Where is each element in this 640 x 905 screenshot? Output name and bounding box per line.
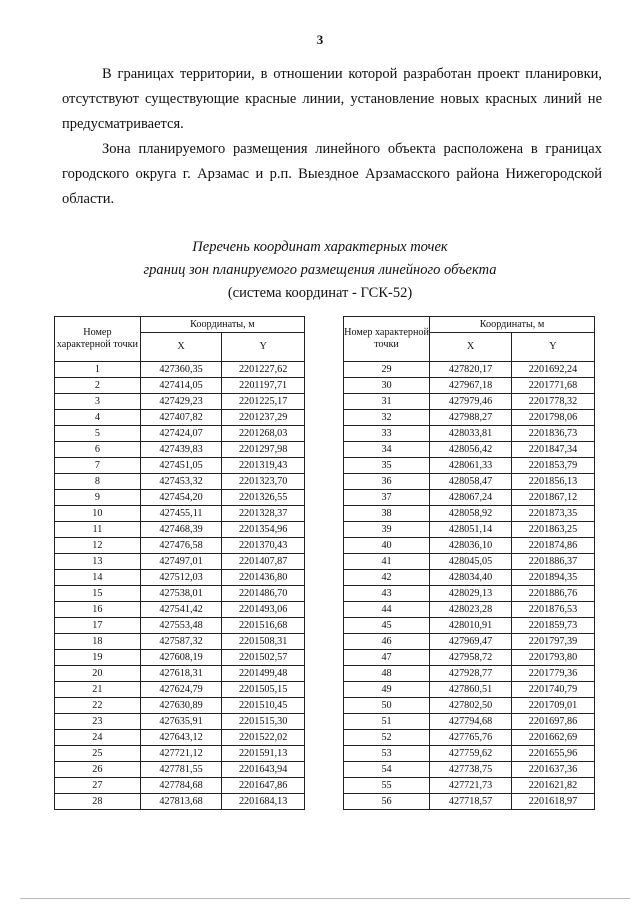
header-y: Y	[222, 333, 305, 362]
x-coordinate-cell: 427455,11	[140, 506, 222, 522]
y-coordinate-cell: 2201859,73	[511, 618, 594, 634]
x-coordinate-cell: 428023,28	[430, 602, 512, 618]
point-number-cell: 31	[344, 394, 430, 410]
point-number-cell: 50	[344, 698, 430, 714]
y-coordinate-cell: 2201493,06	[222, 602, 305, 618]
point-number-cell: 39	[344, 522, 430, 538]
x-coordinate-cell: 428045,05	[430, 554, 512, 570]
x-coordinate-cell: 428034,40	[430, 570, 512, 586]
point-number-cell: 13	[55, 554, 141, 570]
table-row	[344, 442, 595, 458]
y-coordinate-cell: 2201643,94	[222, 762, 305, 778]
table-row	[344, 522, 595, 538]
point-number-cell: 34	[344, 442, 430, 458]
x-coordinate-cell: 427781,55	[140, 762, 222, 778]
table-row	[55, 378, 305, 394]
point-number-cell: 8	[55, 474, 141, 490]
table-row	[344, 682, 595, 698]
x-coordinate-cell: 427587,32	[140, 634, 222, 650]
y-coordinate-cell: 2201516,68	[222, 618, 305, 634]
table-row	[55, 490, 305, 506]
table-row	[55, 554, 305, 570]
y-coordinate-cell: 2201499,48	[222, 666, 305, 682]
table-row	[344, 554, 595, 570]
table-row	[344, 490, 595, 506]
x-coordinate-cell: 427820,17	[430, 362, 512, 378]
point-number-cell: 5	[55, 426, 141, 442]
x-coordinate-cell: 428067,24	[430, 490, 512, 506]
x-coordinate-cell: 428058,92	[430, 506, 512, 522]
y-coordinate-cell: 2201486,70	[222, 586, 305, 602]
paragraph-red-lines: В границах территории, в отношении которой разработан проект планировки, отсутствуют существующие красные линии, установление новых красных линий не предусматривается.	[62, 66, 602, 132]
point-number-cell: 20	[55, 666, 141, 682]
x-coordinate-cell: 427988,27	[430, 410, 512, 426]
point-number-cell: 53	[344, 746, 430, 762]
table-row	[55, 730, 305, 746]
table-row	[344, 586, 595, 602]
caption-line-2: границ зон планируемого размещения линейного объекта	[143, 262, 497, 278]
table-row	[344, 666, 595, 682]
table-row	[55, 474, 305, 490]
x-coordinate-cell: 427630,89	[140, 698, 222, 714]
y-coordinate-cell: 2201319,43	[222, 458, 305, 474]
x-coordinate-cell: 427958,72	[430, 650, 512, 666]
header-coordinates: Координаты, м	[430, 317, 595, 333]
x-coordinate-cell: 427360,35	[140, 362, 222, 378]
y-coordinate-cell: 2201771,68	[511, 378, 594, 394]
point-number-cell: 42	[344, 570, 430, 586]
table-row	[344, 714, 595, 730]
y-coordinate-cell: 2201225,17	[222, 394, 305, 410]
y-coordinate-cell: 2201647,86	[222, 778, 305, 794]
y-coordinate-cell: 2201863,25	[511, 522, 594, 538]
x-coordinate-cell: 427414,05	[140, 378, 222, 394]
table-row	[55, 426, 305, 442]
table-row	[55, 570, 305, 586]
point-number-cell: 15	[55, 586, 141, 602]
x-coordinate-cell: 427608,19	[140, 650, 222, 666]
x-coordinate-cell: 428010,91	[430, 618, 512, 634]
header-point-number: Номер характерной точки	[55, 317, 141, 362]
x-coordinate-cell: 427813,68	[140, 794, 222, 810]
y-coordinate-cell: 2201867,12	[511, 490, 594, 506]
table-row	[344, 618, 595, 634]
y-coordinate-cell: 2201328,37	[222, 506, 305, 522]
table-row	[55, 394, 305, 410]
point-number-cell: 27	[55, 778, 141, 794]
table-row	[55, 538, 305, 554]
table-row	[344, 474, 595, 490]
table-row	[344, 506, 595, 522]
y-coordinate-cell: 2201797,39	[511, 634, 594, 650]
x-coordinate-cell: 427721,12	[140, 746, 222, 762]
y-coordinate-cell: 2201268,03	[222, 426, 305, 442]
y-coordinate-cell: 2201793,80	[511, 650, 594, 666]
table-row	[55, 618, 305, 634]
point-number-cell: 45	[344, 618, 430, 634]
x-coordinate-cell: 427618,31	[140, 666, 222, 682]
y-coordinate-cell: 2201297,98	[222, 442, 305, 458]
point-number-cell: 6	[55, 442, 141, 458]
y-coordinate-cell: 2201692,24	[511, 362, 594, 378]
point-number-cell: 12	[55, 538, 141, 554]
x-coordinate-cell: 427497,01	[140, 554, 222, 570]
y-coordinate-cell: 2201510,45	[222, 698, 305, 714]
table-row	[55, 586, 305, 602]
x-coordinate-cell: 428033,81	[430, 426, 512, 442]
point-number-cell: 19	[55, 650, 141, 666]
point-number-cell: 49	[344, 682, 430, 698]
y-coordinate-cell: 2201197,71	[222, 378, 305, 394]
table-row	[55, 682, 305, 698]
table-row	[344, 458, 595, 474]
table-row	[344, 394, 595, 410]
point-number-cell: 3	[55, 394, 141, 410]
x-coordinate-cell: 427407,82	[140, 410, 222, 426]
point-number-cell: 21	[55, 682, 141, 698]
header-x: X	[430, 333, 512, 362]
x-coordinate-cell: 427721,73	[430, 778, 512, 794]
table-row	[55, 634, 305, 650]
table-row	[344, 794, 595, 810]
point-number-cell: 40	[344, 538, 430, 554]
point-number-cell: 10	[55, 506, 141, 522]
point-number-cell: 25	[55, 746, 141, 762]
x-coordinate-cell: 427541,42	[140, 602, 222, 618]
y-coordinate-cell: 2201874,86	[511, 538, 594, 554]
table-row	[344, 698, 595, 714]
header-point-number: Номер характерной точки	[344, 317, 430, 362]
table-row	[344, 410, 595, 426]
x-coordinate-cell: 427979,46	[430, 394, 512, 410]
point-number-cell: 2	[55, 378, 141, 394]
x-coordinate-cell: 427424,07	[140, 426, 222, 442]
y-coordinate-cell: 2201873,35	[511, 506, 594, 522]
y-coordinate-cell: 2201778,32	[511, 394, 594, 410]
y-coordinate-cell: 2201227,62	[222, 362, 305, 378]
table-row	[55, 714, 305, 730]
coordinates-rows-right	[344, 362, 595, 810]
y-coordinate-cell: 2201515,30	[222, 714, 305, 730]
point-number-cell: 7	[55, 458, 141, 474]
y-coordinate-cell: 2201502,57	[222, 650, 305, 666]
y-coordinate-cell: 2201740,79	[511, 682, 594, 698]
x-coordinate-cell: 427553,48	[140, 618, 222, 634]
point-number-cell: 51	[344, 714, 430, 730]
y-coordinate-cell: 2201709,01	[511, 698, 594, 714]
x-coordinate-cell: 427451,05	[140, 458, 222, 474]
y-coordinate-cell: 2201886,37	[511, 554, 594, 570]
table-row	[344, 570, 595, 586]
table-row	[344, 634, 595, 650]
coordinates-table-right	[343, 316, 595, 810]
point-number-cell: 56	[344, 794, 430, 810]
table-row	[344, 378, 595, 394]
x-coordinate-cell: 427860,51	[430, 682, 512, 698]
table-row	[55, 698, 305, 714]
point-number-cell: 52	[344, 730, 430, 746]
point-number-cell: 29	[344, 362, 430, 378]
y-coordinate-cell: 2201326,55	[222, 490, 305, 506]
y-coordinate-cell: 2201621,82	[511, 778, 594, 794]
point-number-cell: 44	[344, 602, 430, 618]
y-coordinate-cell: 2201370,43	[222, 538, 305, 554]
x-coordinate-cell: 428061,33	[430, 458, 512, 474]
y-coordinate-cell: 2201436,80	[222, 570, 305, 586]
x-coordinate-cell: 427453,32	[140, 474, 222, 490]
y-coordinate-cell: 2201237,29	[222, 410, 305, 426]
x-coordinate-cell: 427794,68	[430, 714, 512, 730]
y-coordinate-cell: 2201684,13	[222, 794, 305, 810]
table-row	[55, 778, 305, 794]
coordinates-rows-left	[55, 362, 305, 810]
x-coordinate-cell: 427439,83	[140, 442, 222, 458]
point-number-cell: 32	[344, 410, 430, 426]
table-row	[55, 746, 305, 762]
point-number-cell: 22	[55, 698, 141, 714]
point-number-cell: 18	[55, 634, 141, 650]
point-number-cell: 17	[55, 618, 141, 634]
point-number-cell: 11	[55, 522, 141, 538]
x-coordinate-cell: 427784,68	[140, 778, 222, 794]
point-number-cell: 35	[344, 458, 430, 474]
y-coordinate-cell: 2201886,76	[511, 586, 594, 602]
x-coordinate-cell: 427476,58	[140, 538, 222, 554]
point-number-cell: 55	[344, 778, 430, 794]
point-number-cell: 33	[344, 426, 430, 442]
table-row	[344, 538, 595, 554]
x-coordinate-cell: 427928,77	[430, 666, 512, 682]
x-coordinate-cell: 428058,47	[430, 474, 512, 490]
x-coordinate-cell: 427468,39	[140, 522, 222, 538]
header-x: X	[140, 333, 222, 362]
point-number-cell: 4	[55, 410, 141, 426]
point-number-cell: 1	[55, 362, 141, 378]
y-coordinate-cell: 2201508,31	[222, 634, 305, 650]
y-coordinate-cell: 2201856,13	[511, 474, 594, 490]
point-number-cell: 54	[344, 762, 430, 778]
x-coordinate-cell: 427759,62	[430, 746, 512, 762]
y-coordinate-cell: 2201505,15	[222, 682, 305, 698]
table-row	[344, 650, 595, 666]
table-row	[55, 794, 305, 810]
paragraph-zone-location: Зона планируемого размещения линейного объекта расположена в границах городского округа г. Арзамас и р.п. Выездное Арзамасского района Нижегородской области.	[62, 141, 602, 207]
table-row	[55, 410, 305, 426]
table-row	[344, 762, 595, 778]
scan-edge-line	[20, 898, 630, 899]
point-number-cell: 23	[55, 714, 141, 730]
y-coordinate-cell: 2201853,79	[511, 458, 594, 474]
x-coordinate-cell: 427969,47	[430, 634, 512, 650]
x-coordinate-cell: 427802,50	[430, 698, 512, 714]
header-coordinates: Координаты, м	[140, 317, 304, 333]
table-row	[344, 426, 595, 442]
point-number-cell: 37	[344, 490, 430, 506]
point-number-cell: 46	[344, 634, 430, 650]
y-coordinate-cell: 2201662,69	[511, 730, 594, 746]
x-coordinate-cell: 427635,91	[140, 714, 222, 730]
table-row	[55, 458, 305, 474]
table-row	[344, 778, 595, 794]
point-number-cell: 48	[344, 666, 430, 682]
table-row	[55, 362, 305, 378]
x-coordinate-cell: 427538,01	[140, 586, 222, 602]
table-row	[344, 362, 595, 378]
y-coordinate-cell: 2201637,36	[511, 762, 594, 778]
y-coordinate-cell: 2201323,70	[222, 474, 305, 490]
point-number-cell: 47	[344, 650, 430, 666]
caption-line-1: Перечень координат характерных точек	[192, 239, 448, 255]
header-y: Y	[511, 333, 594, 362]
y-coordinate-cell: 2201847,34	[511, 442, 594, 458]
y-coordinate-cell: 2201876,53	[511, 602, 594, 618]
x-coordinate-cell: 428056,42	[430, 442, 512, 458]
point-number-cell: 38	[344, 506, 430, 522]
table-row	[55, 602, 305, 618]
x-coordinate-cell: 427512,03	[140, 570, 222, 586]
point-number-cell: 30	[344, 378, 430, 394]
y-coordinate-cell: 2201779,36	[511, 666, 594, 682]
y-coordinate-cell: 2201522,02	[222, 730, 305, 746]
y-coordinate-cell: 2201836,73	[511, 426, 594, 442]
page-number: 3	[316, 32, 324, 47]
x-coordinate-cell: 427718,57	[430, 794, 512, 810]
x-coordinate-cell: 427738,75	[430, 762, 512, 778]
table-row	[55, 506, 305, 522]
point-number-cell: 26	[55, 762, 141, 778]
y-coordinate-cell: 2201798,06	[511, 410, 594, 426]
table-row	[55, 666, 305, 682]
caption-coordinate-system: (система координат - ГСК-52)	[227, 285, 413, 301]
x-coordinate-cell: 427429,23	[140, 394, 222, 410]
y-coordinate-cell: 2201591,13	[222, 746, 305, 762]
point-number-cell: 36	[344, 474, 430, 490]
y-coordinate-cell: 2201618,97	[511, 794, 594, 810]
table-row	[55, 762, 305, 778]
x-coordinate-cell: 427624,79	[140, 682, 222, 698]
point-number-cell: 9	[55, 490, 141, 506]
x-coordinate-cell: 427454,20	[140, 490, 222, 506]
x-coordinate-cell: 427967,18	[430, 378, 512, 394]
coordinates-table-left	[54, 316, 305, 810]
x-coordinate-cell: 427765,76	[430, 730, 512, 746]
y-coordinate-cell: 2201655,96	[511, 746, 594, 762]
point-number-cell: 43	[344, 586, 430, 602]
y-coordinate-cell: 2201407,87	[222, 554, 305, 570]
x-coordinate-cell: 428036,10	[430, 538, 512, 554]
table-row	[344, 746, 595, 762]
table-row	[344, 730, 595, 746]
y-coordinate-cell: 2201894,35	[511, 570, 594, 586]
y-coordinate-cell: 2201697,86	[511, 714, 594, 730]
point-number-cell: 41	[344, 554, 430, 570]
point-number-cell: 14	[55, 570, 141, 586]
table-row	[55, 522, 305, 538]
table-row	[55, 442, 305, 458]
x-coordinate-cell: 428051,14	[430, 522, 512, 538]
point-number-cell: 24	[55, 730, 141, 746]
point-number-cell: 16	[55, 602, 141, 618]
point-number-cell: 28	[55, 794, 141, 810]
y-coordinate-cell: 2201354,96	[222, 522, 305, 538]
x-coordinate-cell: 427643,12	[140, 730, 222, 746]
table-row	[55, 650, 305, 666]
table-row	[344, 602, 595, 618]
x-coordinate-cell: 428029,13	[430, 586, 512, 602]
